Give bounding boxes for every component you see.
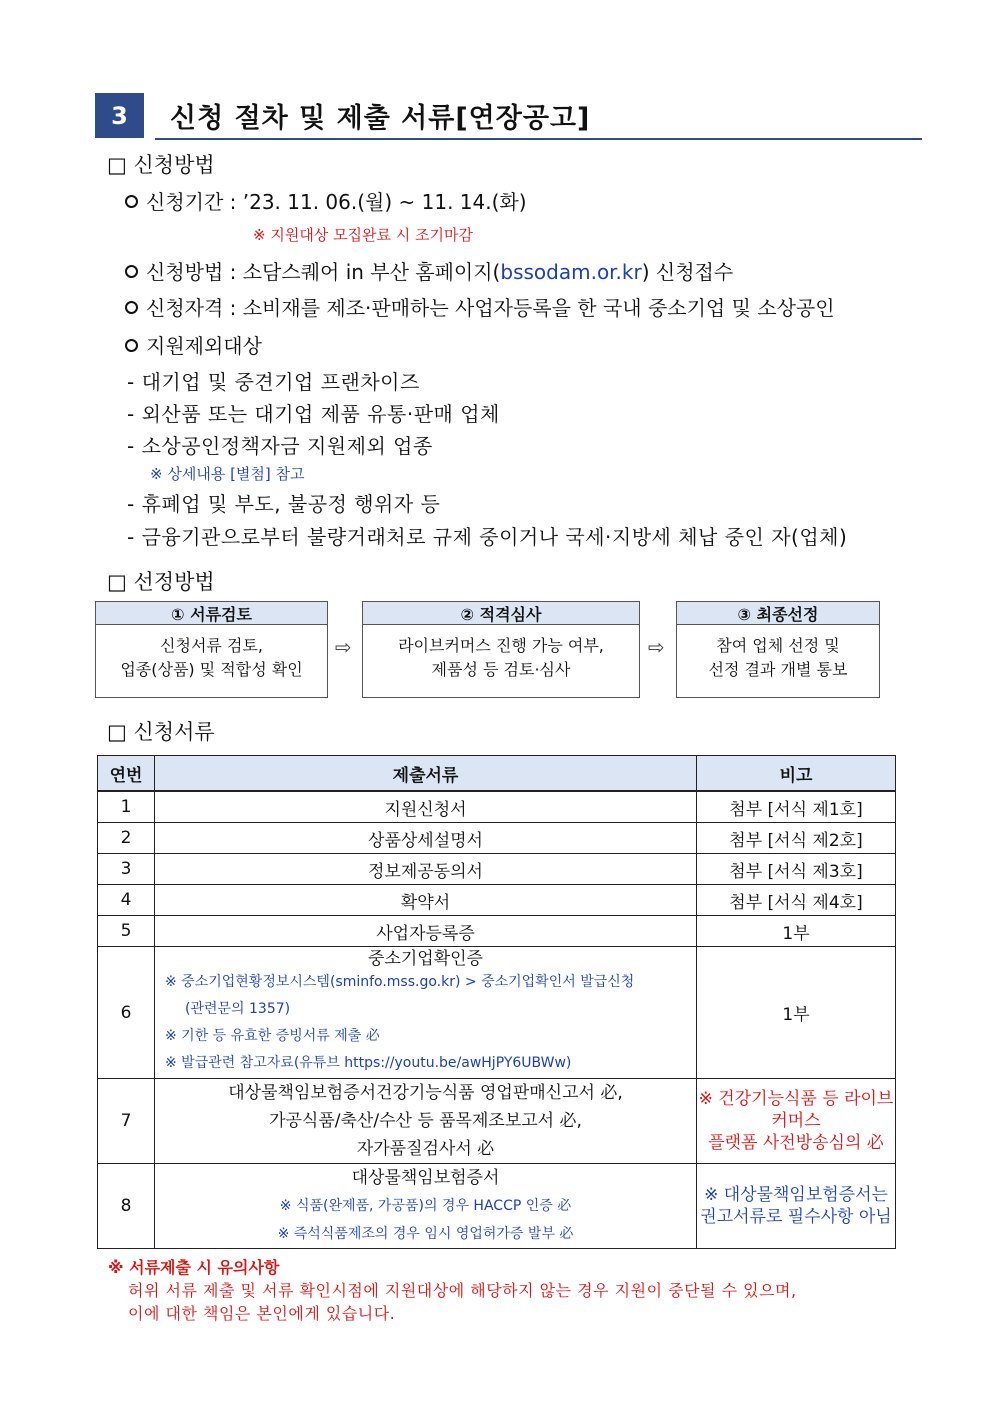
row-number: 6: [98, 947, 155, 1079]
document-name: 대상물책임보험증서: [351, 1168, 500, 1188]
step-desc: 선정 결과 개별 통보: [708, 660, 848, 679]
apply-period-note: ※ 지원대상 모집완료 시 조기마감: [253, 226, 474, 244]
row-number: 1: [98, 791, 155, 823]
step-desc: 업종(상품) 및 적합성 확인: [120, 660, 303, 679]
exclusion-item: - 외산품 또는 대기업 제품 유통·판매 업체: [127, 402, 500, 426]
section-number: 3: [95, 93, 144, 138]
row-number: 8: [98, 1164, 155, 1249]
row-number: 4: [98, 885, 155, 916]
right-arrow-icon: ⇨: [648, 635, 665, 659]
apply-method-suffix: ) 신청접수: [641, 260, 734, 284]
selection-heading: □ 선정방법: [107, 570, 215, 594]
documents-table: [97, 755, 896, 1249]
document-subnote: ※ 중소기업현황정보시스템(sminfo.mss.go.kr) > 중소기업확인서 발급신청: [165, 974, 635, 990]
apply-period: [125, 186, 527, 215]
document-note: 1부: [697, 916, 896, 947]
document-note: 첨부 [서식 제4호]: [697, 885, 896, 916]
exclusion-note: ※ 상세내용 [별첨] 참고: [150, 465, 305, 483]
section-title: 신청 절차 및 제출 서류[연장공고]: [170, 103, 591, 134]
column-header: 비고: [697, 756, 896, 792]
column-header: 제출서류: [155, 756, 697, 792]
exclusion-item: - 휴폐업 및 부도, 불공정 행위자 등: [127, 492, 441, 516]
exclusion-title-line: [125, 330, 262, 359]
document-note: [697, 1164, 896, 1249]
apply-method-prefix: 신청방법 : 소담스퀘어 in 부산 홈페이지(: [146, 260, 501, 284]
document-subnote: ※ 식품(완제품, 가공품)의 경우 HACCP 인증 必: [279, 1198, 572, 1214]
document-note: 첨부 [서식 제3호]: [697, 854, 896, 885]
caution-line: 이에 대한 책임은 본인에게 있습니다.: [128, 1304, 396, 1323]
document-name: 확약서: [155, 885, 697, 916]
document-name: 가공식품/축산/수산 등 품목제조보고서 必,: [269, 1111, 582, 1131]
apply-method-line: [125, 256, 733, 285]
row-number: 7: [98, 1079, 155, 1164]
table-row: [98, 947, 896, 1079]
row-number: 3: [98, 854, 155, 885]
section-divider: [155, 138, 922, 140]
right-arrow-icon: ⇨: [335, 635, 352, 659]
circle-bullet-icon: [125, 339, 138, 352]
document-name: 사업자등록증: [155, 916, 697, 947]
document-note-line: 플랫폼 사전방송심의 必: [708, 1133, 884, 1153]
document-name: 지원신청서: [155, 791, 697, 823]
document-note: 1부: [697, 947, 896, 1079]
document-subnote: ※ 즉석식품제조의 경우 임시 영업허가증 발부 必: [277, 1226, 574, 1242]
step-desc: 신청서류 검토,: [160, 636, 263, 655]
table-row: [98, 1164, 896, 1249]
exclusion-item: - 소상공인정책자금 지원제외 업종: [127, 434, 433, 458]
homepage-link[interactable]: bssodam.or.kr: [500, 260, 642, 284]
circle-bullet-icon: [125, 195, 138, 208]
table-row: [98, 791, 896, 823]
step-desc: 라이브커머스 진행 가능 여부,: [398, 636, 604, 655]
eligibility-line: [125, 292, 835, 321]
step-desc: 제품성 등 검토·심사: [431, 660, 571, 679]
document-name: 정보제공동의서: [155, 854, 697, 885]
table-row: [98, 1079, 896, 1164]
apply-method-heading: □ 신청방법: [107, 153, 215, 177]
document-note-line: ※ 건강기능식품 등 라이브커머스: [698, 1089, 894, 1131]
step-title: ③ 최종선정: [677, 602, 879, 625]
document-subnote: ※ 발급관련 참고자료(유튜브 https://youtu.be/awHjPY6UBWw): [165, 1055, 572, 1071]
table-row: [98, 823, 896, 854]
document-name: 대상물책임보험증서건강기능식품 영업판매신고서 必,: [228, 1083, 623, 1103]
document-subnote: ※ 기한 등 유효한 증빙서류 제출 必: [165, 1028, 380, 1044]
document-cell: [155, 1164, 697, 1249]
column-header: 연번: [98, 756, 155, 792]
apply-period-text: 신청기간 : ’23. 11. 06.(월) ~ 11. 14.(화): [146, 190, 527, 214]
table-row: [98, 916, 896, 947]
circle-bullet-icon: [125, 265, 138, 278]
document-name: 중소기업확인증: [368, 949, 483, 969]
selection-step-3: [676, 601, 880, 698]
circle-bullet-icon: [125, 301, 138, 314]
document-cell: [155, 947, 697, 1079]
exclusion-item: - 대기업 및 중견기업 프랜차이즈: [127, 370, 420, 394]
step-desc: 참여 업체 선정 및: [716, 636, 840, 655]
document-name: 상품상세설명서: [155, 823, 697, 854]
document-note: [697, 1079, 896, 1164]
exclusion-item: - 금융기관으로부터 불량거래처로 규제 중이거나 국세·지방세 체납 중인 자(업체): [127, 525, 848, 549]
step-title: ② 적격심사: [363, 602, 639, 625]
step-title: ① 서류검토: [96, 602, 327, 625]
document-note: 첨부 [서식 제1호]: [697, 791, 896, 823]
exclusion-title: 지원제외대상: [146, 334, 262, 358]
row-number: 5: [98, 916, 155, 947]
document-cell: [155, 1079, 697, 1164]
selection-step-1: [95, 601, 328, 698]
document-subnote: (관련문의 1357): [185, 1001, 291, 1017]
row-number: 2: [98, 823, 155, 854]
selection-step-2: [362, 601, 640, 698]
documents-heading: □ 신청서류: [107, 720, 215, 744]
document-name: 자가품질검사서 必: [356, 1139, 495, 1159]
table-row: [98, 885, 896, 916]
document-note-line: 권고서류로 필수사항 아님: [700, 1207, 892, 1227]
document-note: 첨부 [서식 제2호]: [697, 823, 896, 854]
caution-line: 허위 서류 제출 및 서류 확인시점에 지원대상에 해당하지 않는 경우 지원이 중단될 수 있으며,: [128, 1281, 797, 1300]
table-row: [98, 854, 896, 885]
eligibility-text: 신청자격 : 소비재를 제조·판매하는 사업자등록을 한 국내 중소기업 및 소상공인: [146, 296, 835, 320]
caution-body: [128, 1279, 797, 1325]
caution-title: ※ 서류제출 시 유의사항: [108, 1258, 280, 1277]
document-note-line: ※ 대상물책임보험증서는: [704, 1185, 888, 1205]
